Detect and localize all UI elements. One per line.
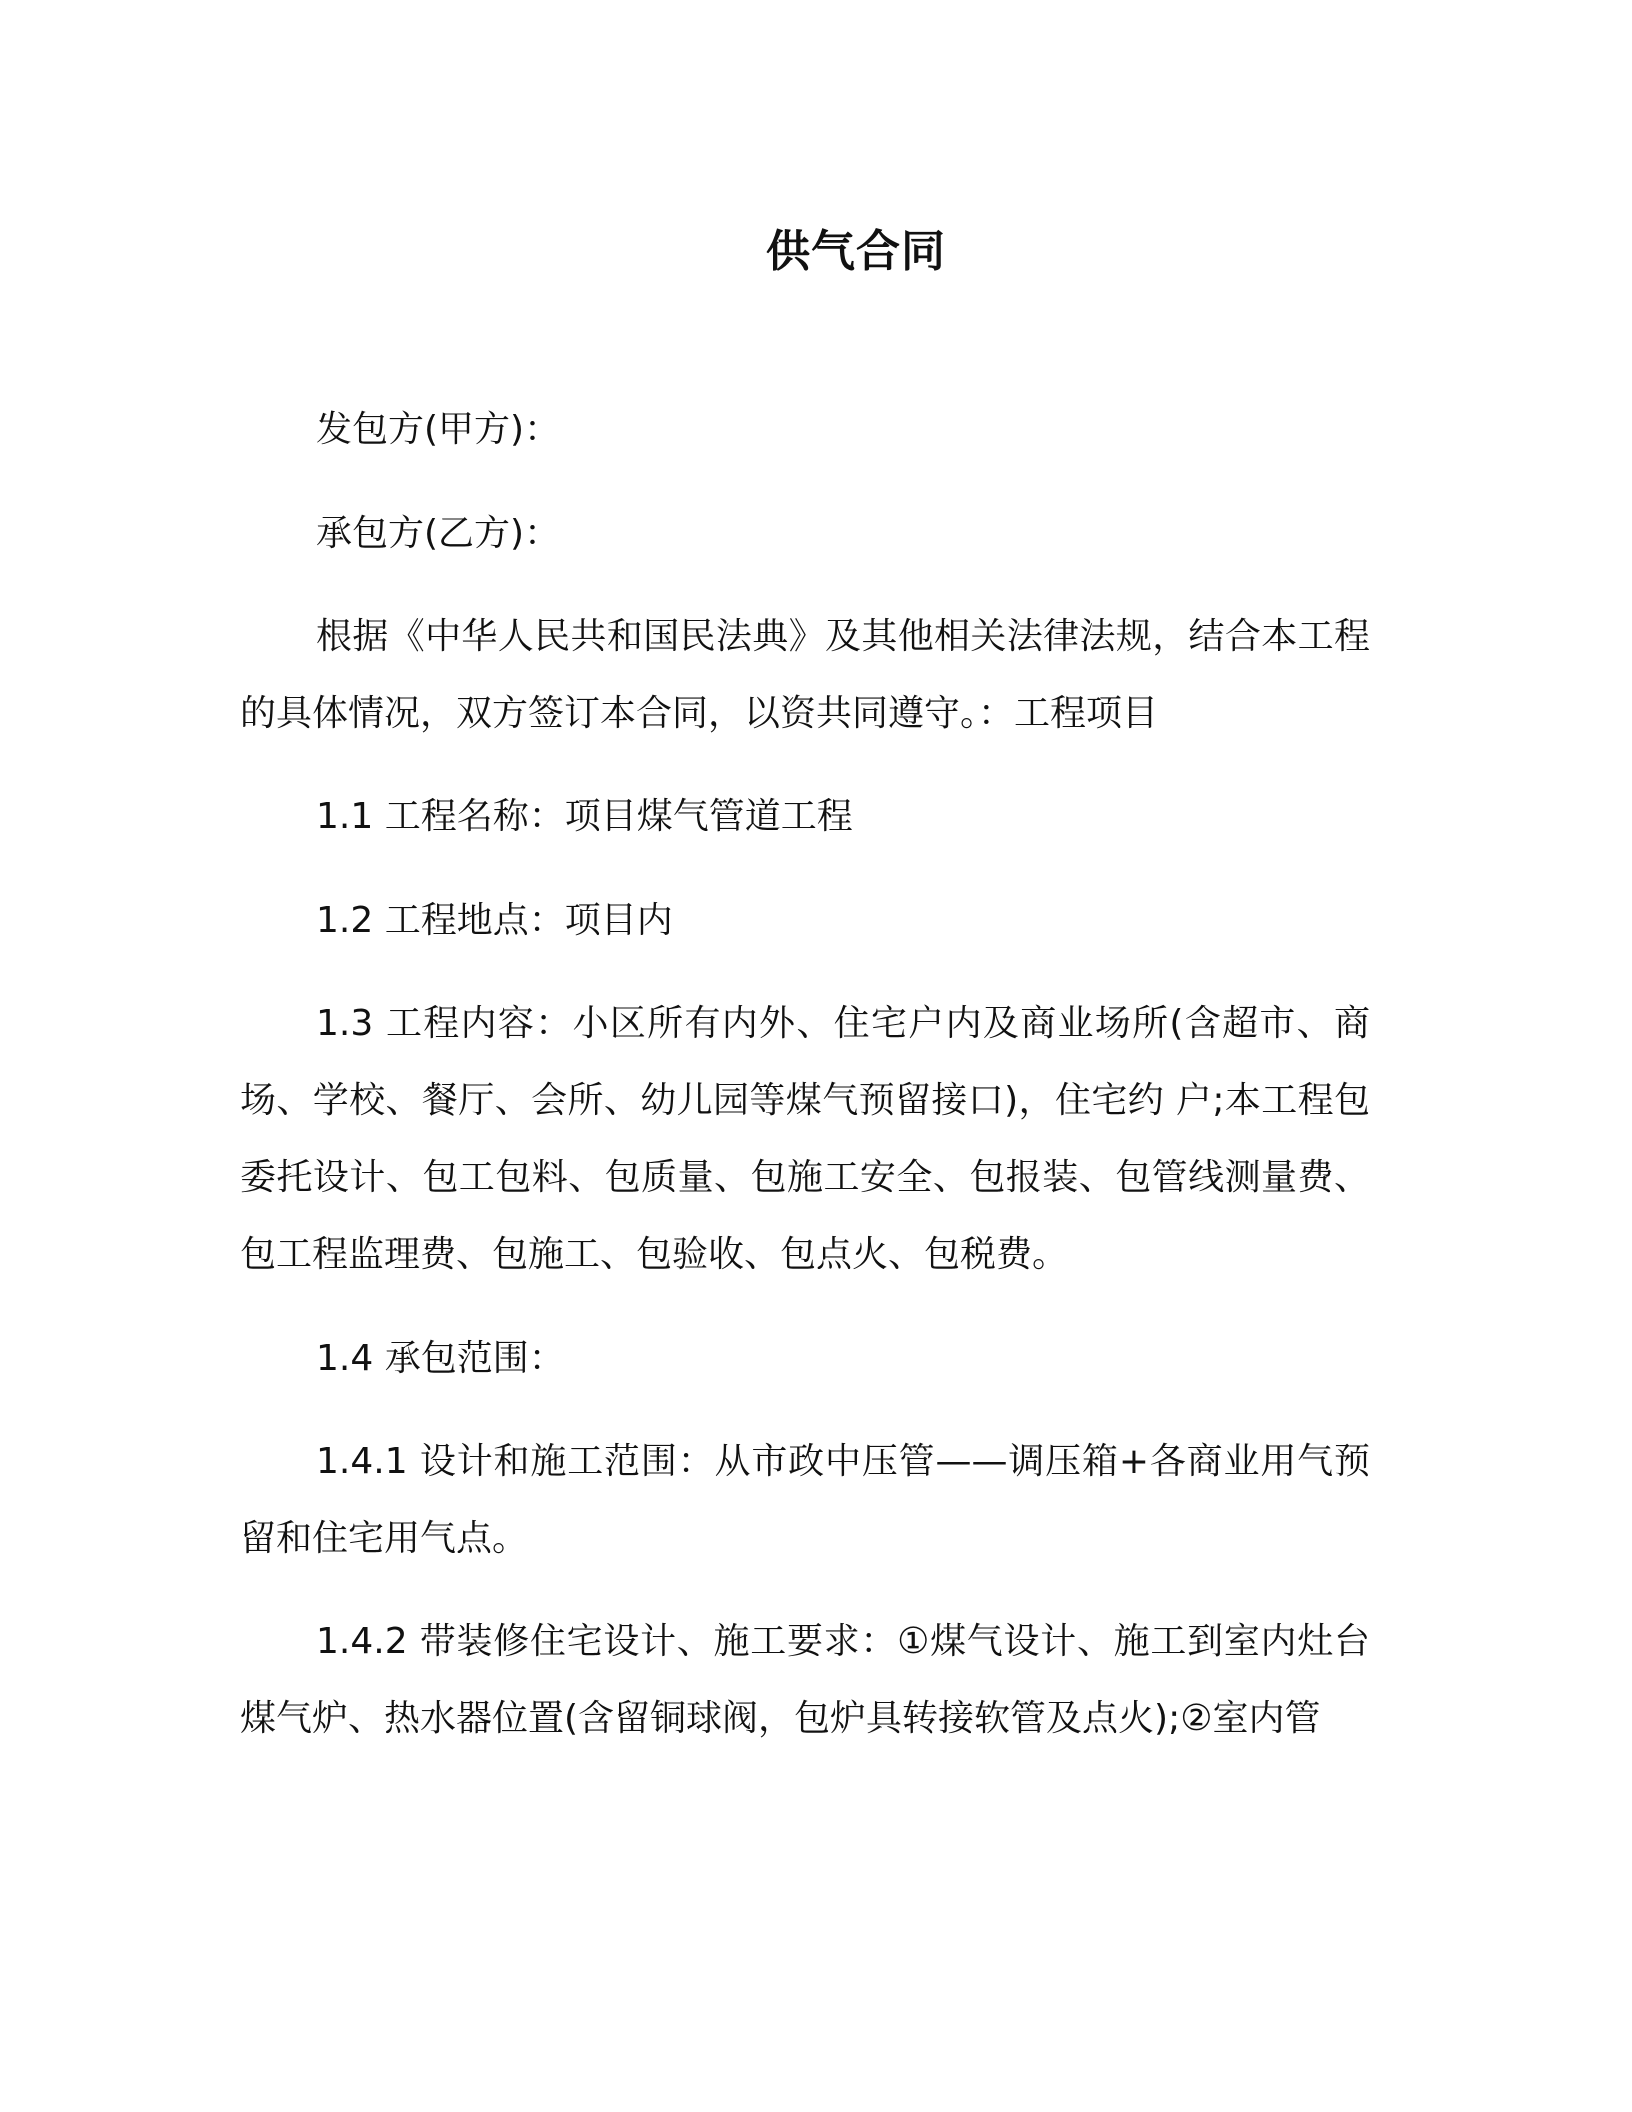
party-a-line: 发包方(甲方)：: [316, 409, 561, 450]
party-b-line: 承包方(乙方)：: [316, 513, 561, 554]
clause-1-4-2: 1.4.2 带装修住宅设计、施工要求：①煤气设计、施工到室内灶台煤气炉、热水器位置(含留铜球阀，包炉具转接软管及点火);②室内管: [240, 1621, 1370, 1739]
preamble-paragraph: 根据《中华人民共和国民法典》及其他相关法律法规，结合本工程的具体情况，双方签订本合同，以资共同遵守。：工程项目: [240, 616, 1370, 734]
clause-1-3: 1.3 工程内容：小区所有内外、住宅户内及商业场所(含超市、商场、学校、餐厅、会所、幼儿园等煤气预留接口)，住宅约 户;本工程包委托设计、包工包料、包质量、包施工安全、包报装、包管线测量费、包工程监理费、包施工、包验收、包点火、包税费。: [240, 1003, 1370, 1275]
clause-1-2: 1.2 工程地点：项目内: [316, 900, 673, 941]
clause-1-1: 1.1 工程名称：项目煤气管道工程: [316, 796, 853, 837]
document-title: 供气合同: [766, 226, 946, 277]
clause-1-4-1: 1.4.1 设计和施工范围：从市政中压管——调压箱+各商业用气预留和住宅用气点。: [240, 1441, 1370, 1559]
clause-1-4: 1.4 承包范围：: [316, 1338, 565, 1379]
